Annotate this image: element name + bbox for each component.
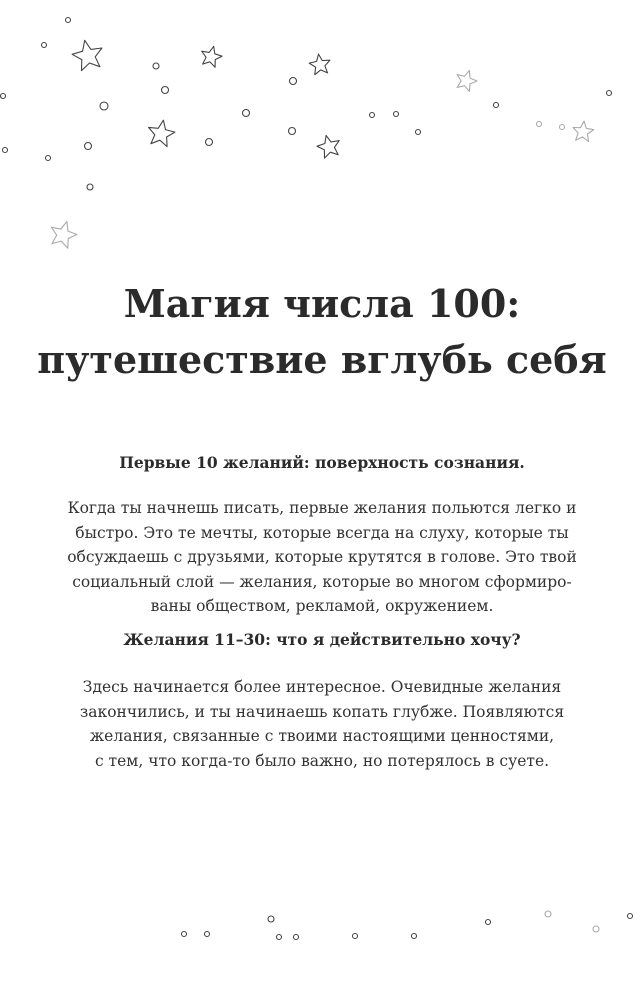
circle-icon — [205, 932, 210, 937]
circle-icon — [182, 932, 187, 937]
circle-icon — [486, 920, 491, 925]
paragraph-line: социальный слой — желания, которые во многом сформиро- — [72, 572, 572, 591]
paragraph-line: Когда ты начнешь писать, первые желания польются легко и — [67, 499, 577, 517]
star-icon — [309, 54, 330, 75]
star-icon — [149, 120, 175, 146]
circle-icon — [277, 935, 282, 940]
circle-icon — [85, 143, 92, 150]
circle-icon — [162, 87, 169, 94]
circle-icon — [294, 935, 299, 940]
circle-icon — [100, 102, 108, 110]
section-heading-2: Желания 11–30: что я действительно хочу? — [123, 630, 521, 649]
circle-icon — [268, 916, 274, 922]
circle-icon — [412, 934, 417, 939]
circle-icon — [289, 128, 296, 135]
circle-icon — [370, 113, 375, 118]
circle-icon — [593, 926, 599, 932]
paragraph-line: ваны обществом, рекламой, окружением. — [150, 597, 494, 615]
circle-icon — [87, 184, 93, 190]
circle-icon — [1, 94, 6, 99]
circle-icon — [607, 91, 612, 96]
circle-icon — [243, 110, 250, 117]
paragraph-line: быстро. Это те мечты, которые всегда на слуху, которые ты — [75, 523, 569, 542]
paragraph-line: закончились, и ты начинаешь копать глубже. Появляются — [79, 702, 565, 721]
circle-icon — [628, 914, 633, 919]
circle-icon — [537, 122, 542, 127]
section-paragraph-2 — [60, 675, 584, 773]
star-icon — [72, 40, 102, 70]
section-paragraph-1 — [60, 496, 584, 619]
circle-icon — [494, 103, 499, 108]
circle-icon — [153, 63, 159, 69]
paragraph-line: Здесь начинается более интересное. Очевидные желания — [82, 678, 562, 696]
star-icon — [317, 135, 339, 158]
star-icon — [573, 121, 594, 141]
section-heading-1: Первые 10 желаний: поверхность сознания. — [119, 453, 525, 472]
circle-icon — [66, 18, 71, 23]
circle-icon — [42, 43, 47, 48]
circle-icon — [394, 112, 399, 117]
circle-icon — [290, 78, 297, 85]
paragraph-line: обсуждаешь с друзьями, которые крутятся в голове. Это твой — [67, 548, 577, 566]
title-line-2: путешествие вглубь себя — [37, 337, 607, 382]
page-title — [0, 276, 644, 388]
circle-icon — [416, 130, 421, 135]
title-line-1: Магия числа 100: — [123, 281, 521, 326]
circle-icon — [46, 156, 51, 161]
circle-icon — [206, 139, 213, 146]
circle-icon — [545, 911, 551, 917]
star-icon — [457, 71, 477, 92]
star-icon — [51, 222, 77, 249]
paragraph-line: желания, связанные с твоими настоящими ценностями, — [89, 727, 555, 745]
paragraph-line: с тем, что когда-то было важно, но потерялось в суете. — [94, 751, 550, 770]
circle-icon — [3, 148, 8, 153]
circle-icon — [560, 125, 565, 130]
circle-icon — [353, 934, 358, 939]
star-icon — [202, 46, 222, 67]
